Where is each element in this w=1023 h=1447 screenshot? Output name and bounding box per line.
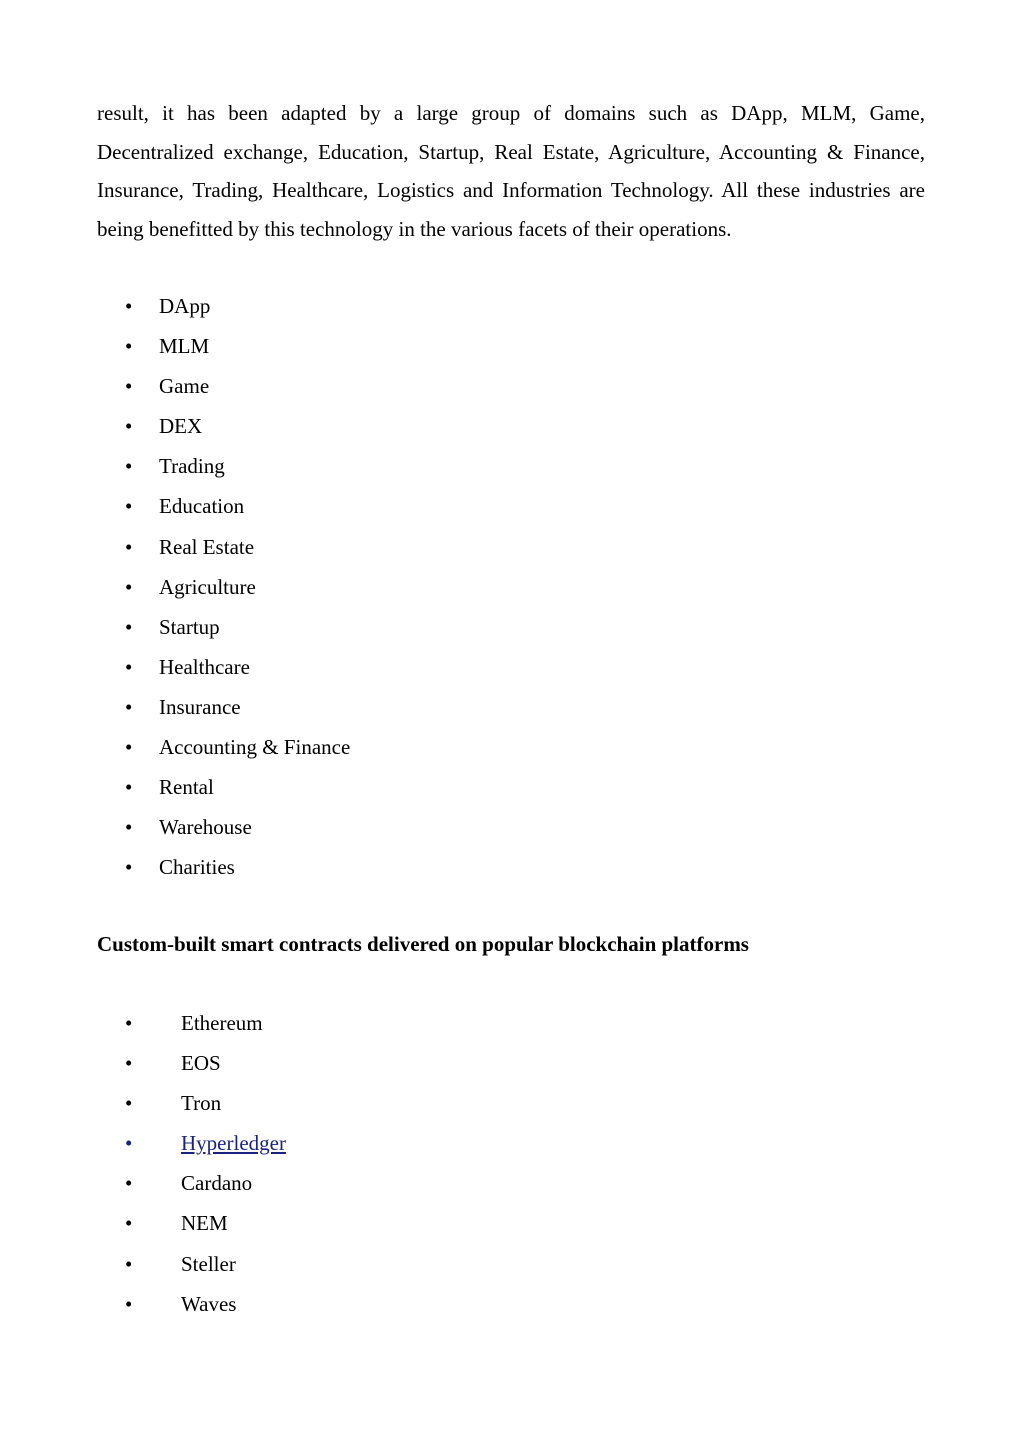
bullet-icon: • bbox=[125, 494, 133, 519]
platform-label: Waves bbox=[181, 1291, 237, 1316]
bullet-icon: • bbox=[125, 614, 133, 639]
list-item bbox=[97, 446, 697, 486]
bullet-icon: • bbox=[125, 574, 133, 599]
bullet-icon: • bbox=[125, 374, 133, 399]
list-item bbox=[97, 486, 697, 526]
bullet-icon: • bbox=[125, 694, 133, 719]
domain-label: DApp bbox=[159, 294, 211, 318]
bullet-icon: • bbox=[125, 1091, 133, 1116]
bullet-icon: • bbox=[125, 735, 133, 760]
domain-label: Accounting & Finance bbox=[159, 735, 351, 760]
domain-label: Healthcare bbox=[159, 654, 250, 679]
list-item bbox=[97, 1203, 697, 1243]
bullet-icon: • bbox=[125, 334, 133, 359]
bullet-icon: • bbox=[125, 1171, 133, 1196]
bullet-icon: • bbox=[125, 654, 133, 679]
list-item bbox=[97, 687, 697, 727]
list-item bbox=[97, 1123, 697, 1163]
list-item bbox=[97, 727, 697, 767]
domain-label: Insurance bbox=[159, 694, 241, 719]
domain-label: Agriculture bbox=[159, 574, 256, 599]
platform-label: EOS bbox=[181, 1051, 221, 1076]
domain-label: MLM bbox=[159, 334, 210, 359]
bullet-icon: • bbox=[125, 1211, 133, 1236]
domain-label: Trading bbox=[159, 454, 225, 479]
list-item bbox=[97, 607, 697, 647]
platform-label: Ethereum bbox=[181, 1011, 263, 1035]
platform-label: Cardano bbox=[181, 1171, 253, 1196]
domain-label: Warehouse bbox=[159, 815, 252, 840]
list-item bbox=[97, 1244, 697, 1284]
bullet-icon: • bbox=[125, 414, 133, 439]
domain-label: Education bbox=[159, 494, 245, 519]
list-item bbox=[97, 647, 697, 687]
intro-paragraph: result, it has been adapted by a large group of domains such as DApp, MLM, Game, Decentralized exchange, Education, Startup, Real Estate, Agriculture, Accounting & Finance, Insurance, Trading, Healthcare, Logistics and Information Technology. All these industries are being benefitted by this technology in the various facets of their operations. bbox=[97, 101, 925, 241]
domain-label: Rental bbox=[159, 775, 214, 800]
domain-label: Charities bbox=[159, 855, 235, 880]
bullet-icon: • bbox=[125, 1051, 133, 1076]
platform-label: NEM bbox=[181, 1211, 228, 1236]
list-item bbox=[97, 326, 697, 366]
domain-label: DEX bbox=[159, 414, 203, 439]
list-item bbox=[97, 767, 697, 807]
bullet-icon: • bbox=[125, 815, 133, 840]
list-item bbox=[97, 807, 697, 847]
bullet-icon: • bbox=[125, 454, 133, 479]
list-item bbox=[97, 366, 697, 406]
list-item bbox=[97, 1003, 697, 1043]
bullet-icon: • bbox=[125, 1011, 133, 1035]
bullet-icon: • bbox=[125, 855, 133, 880]
domain-label: Startup bbox=[159, 614, 220, 639]
list-item bbox=[97, 527, 697, 567]
list-item bbox=[97, 1043, 697, 1083]
list-item bbox=[97, 1083, 697, 1123]
section-heading: Custom-built smart contracts delivered on popular blockchain platforms bbox=[97, 932, 749, 956]
bullet-icon: • bbox=[125, 534, 133, 559]
domains-list bbox=[97, 286, 697, 887]
list-item bbox=[97, 847, 697, 887]
platforms-list bbox=[97, 1003, 697, 1324]
hyperledger-link[interactable]: Hyperledger bbox=[181, 1131, 286, 1156]
list-item bbox=[97, 567, 697, 607]
list-item bbox=[97, 406, 697, 446]
domain-label: Game bbox=[159, 374, 210, 399]
bullet-icon: • bbox=[125, 1251, 133, 1276]
domain-label: Real Estate bbox=[159, 534, 255, 559]
bullet-icon: • bbox=[125, 775, 133, 800]
platform-label: Tron bbox=[181, 1091, 222, 1116]
bullet-icon: • bbox=[125, 294, 133, 318]
platform-label: Steller bbox=[181, 1251, 236, 1276]
list-item bbox=[97, 1163, 697, 1203]
list-item bbox=[97, 1284, 697, 1324]
bullet-icon: • bbox=[125, 1131, 133, 1156]
bullet-icon: • bbox=[125, 1291, 133, 1316]
list-item bbox=[97, 286, 697, 326]
